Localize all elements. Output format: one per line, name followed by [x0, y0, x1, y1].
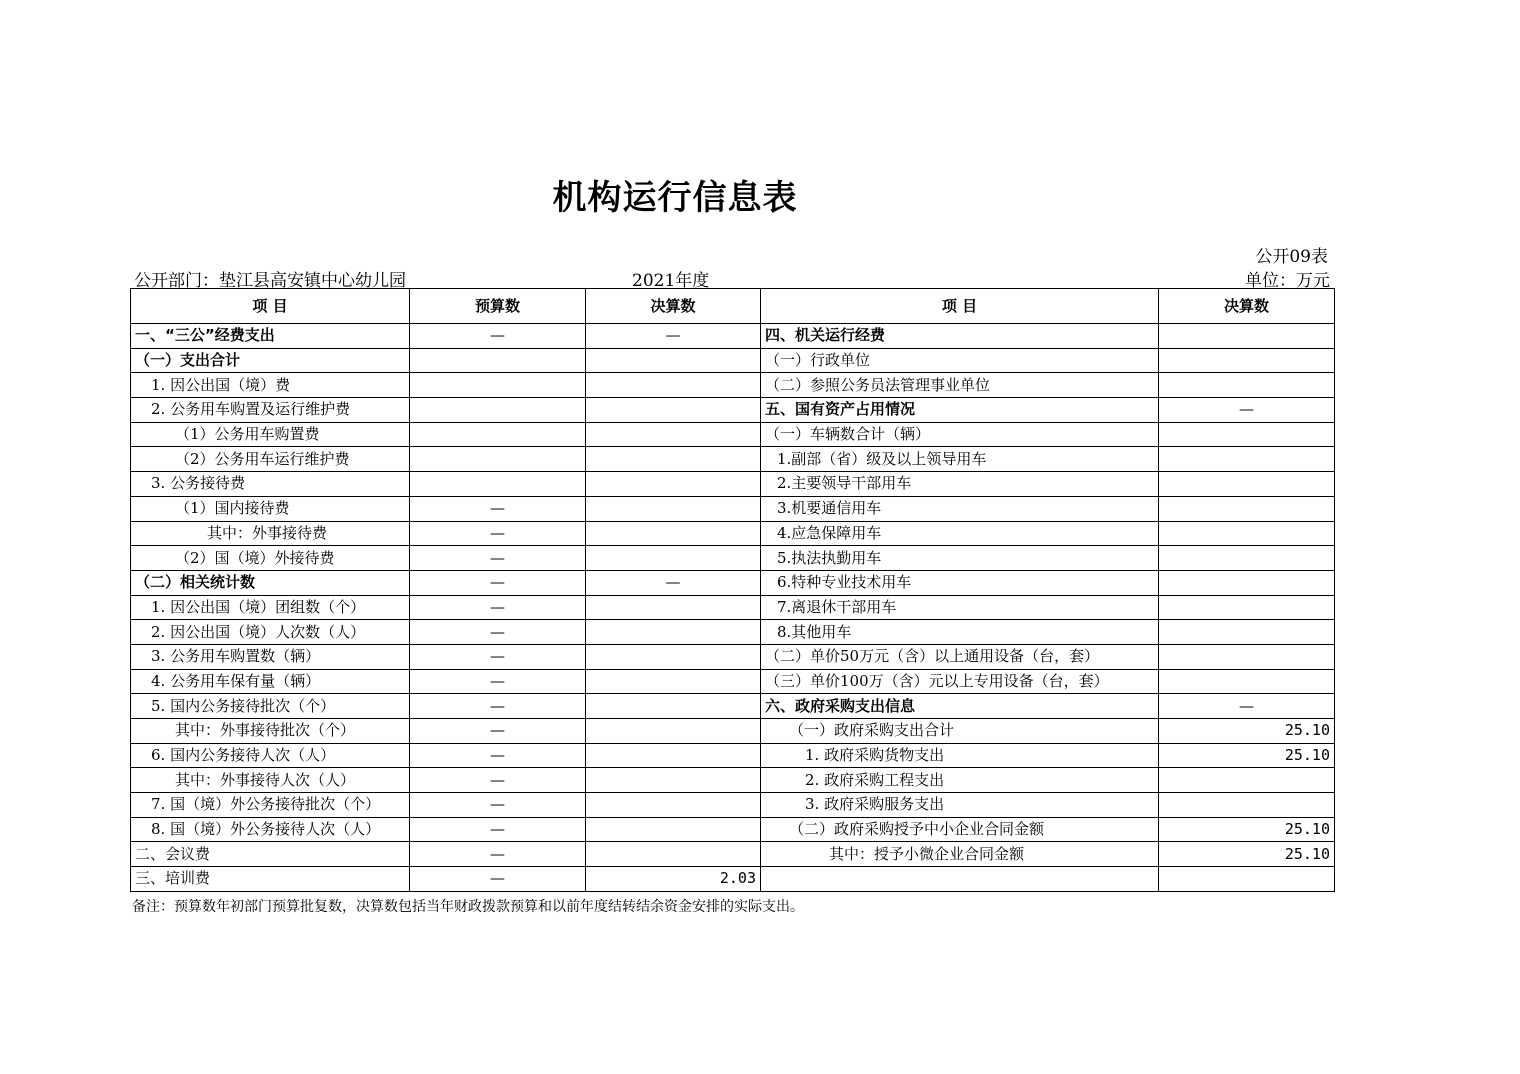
row-label: （1）国内接待费 [131, 496, 410, 521]
row-label: 其中：外事接待费 [131, 521, 410, 546]
row-final-right [1159, 768, 1335, 793]
row-label-right: 五、国有资产占用情况 [761, 398, 1159, 423]
table-row [131, 743, 1335, 768]
table-row [131, 644, 1335, 669]
unit-label: 单位：万元 [1245, 271, 1330, 291]
table-row [131, 595, 1335, 620]
row-final [586, 373, 761, 398]
row-label-right: 1.副部（省）级及以上领导用车 [761, 447, 1159, 472]
row-budget: — [410, 595, 586, 620]
row-final [586, 842, 761, 867]
table-row [131, 422, 1335, 447]
row-final-right [1159, 324, 1335, 349]
row-label-right: （二）单价50万元（含）以上通用设备（台，套） [761, 644, 1159, 669]
row-final-right: 25.10 [1159, 817, 1335, 842]
row-final [586, 669, 761, 694]
row-budget [410, 472, 586, 497]
row-label-right: （一）政府采购支出合计 [761, 719, 1159, 744]
row-budget [410, 348, 586, 373]
row-budget: — [410, 496, 586, 521]
row-final-right: 25.10 [1159, 719, 1335, 744]
row-label-right: 其中：授予小微企业合同金额 [761, 842, 1159, 867]
row-label-right: （一）车辆数合计（辆） [761, 422, 1159, 447]
row-label-right: 3.机要通信用车 [761, 496, 1159, 521]
row-budget: — [410, 768, 586, 793]
row-final [586, 472, 761, 497]
row-label: 3. 公务用车购置数（辆） [131, 644, 410, 669]
row-final [586, 620, 761, 645]
table-row [131, 570, 1335, 595]
row-label-right: 5.执法执勤用车 [761, 546, 1159, 571]
row-final [586, 447, 761, 472]
form-code: 公开09表 [1255, 247, 1328, 267]
row-budget: — [410, 644, 586, 669]
row-final-right: 25.10 [1159, 743, 1335, 768]
row-final-right [1159, 793, 1335, 818]
row-final-right [1159, 620, 1335, 645]
row-label: 1. 因公出国（境）费 [131, 373, 410, 398]
row-final [586, 398, 761, 423]
table-row [131, 546, 1335, 571]
row-final-right [1159, 521, 1335, 546]
row-final [586, 817, 761, 842]
page-title: 机构运行信息表 [552, 178, 798, 218]
row-final [586, 422, 761, 447]
row-budget [410, 447, 586, 472]
row-budget: — [410, 546, 586, 571]
header-item: 项 目 [131, 289, 410, 324]
row-label-right: 8.其他用车 [761, 620, 1159, 645]
row-budget: — [410, 521, 586, 546]
row-label-right: 4.应急保障用车 [761, 521, 1159, 546]
table-row [131, 521, 1335, 546]
row-final: — [586, 324, 761, 349]
row-label-right: 六、政府采购支出信息 [761, 694, 1159, 719]
row-label: （2）公务用车运行维护费 [131, 447, 410, 472]
row-label: 6. 国内公务接待人次（人） [131, 743, 410, 768]
row-budget: — [410, 324, 586, 349]
row-label: （1）公务用车购置费 [131, 422, 410, 447]
row-label-right: 6.特种专业技术用车 [761, 570, 1159, 595]
row-final-right: 25.10 [1159, 842, 1335, 867]
table-row [131, 842, 1335, 867]
table-row [131, 620, 1335, 645]
info-table [130, 288, 1335, 892]
row-label: 4. 公务用车保有量（辆） [131, 669, 410, 694]
row-label: （二）相关统计数 [131, 570, 410, 595]
row-final-right [1159, 595, 1335, 620]
row-label-right: （三）单价100万（含）元以上专用设备（台，套） [761, 669, 1159, 694]
row-budget [410, 422, 586, 447]
header-item-right: 项 目 [761, 289, 1159, 324]
table-row [131, 472, 1335, 497]
header-budget: 预算数 [410, 289, 586, 324]
row-final: 2.03 [586, 867, 761, 892]
row-label: 5. 国内公务接待批次（个） [131, 694, 410, 719]
table-row [131, 793, 1335, 818]
row-budget: — [410, 793, 586, 818]
row-final-right [1159, 867, 1335, 892]
row-final [586, 546, 761, 571]
row-label-right [761, 867, 1159, 892]
row-final [586, 496, 761, 521]
table-header-row [131, 289, 1335, 324]
row-label-right: （一）行政单位 [761, 348, 1159, 373]
row-budget: — [410, 620, 586, 645]
row-label-right: 7.离退休干部用车 [761, 595, 1159, 620]
table-row [131, 694, 1335, 719]
footnote: 备注：预算数年初部门预算批复数，决算数包括当年财政拨款预算和以前年度结转结余资金安排的实际支出。 [132, 899, 804, 915]
row-budget: — [410, 669, 586, 694]
header-final: 决算数 [586, 289, 761, 324]
row-label: 二、会议费 [131, 842, 410, 867]
table-row [131, 867, 1335, 892]
table-row [131, 719, 1335, 744]
row-label: 其中：外事接待人次（人） [131, 768, 410, 793]
table-row [131, 669, 1335, 694]
row-final-right [1159, 496, 1335, 521]
row-final [586, 768, 761, 793]
row-label: 其中：外事接待批次（个） [131, 719, 410, 744]
row-budget: — [410, 743, 586, 768]
row-final [586, 694, 761, 719]
row-final-right: — [1159, 694, 1335, 719]
row-final [586, 348, 761, 373]
row-final [586, 521, 761, 546]
table-row [131, 447, 1335, 472]
row-label: 1. 因公出国（境）团组数（个） [131, 595, 410, 620]
row-label-right: 2. 政府采购工程支出 [761, 768, 1159, 793]
row-label: 三、培训费 [131, 867, 410, 892]
row-label-right: （二）参照公务员法管理事业单位 [761, 373, 1159, 398]
table-row [131, 496, 1335, 521]
row-budget: — [410, 570, 586, 595]
row-budget: — [410, 719, 586, 744]
row-final-right [1159, 373, 1335, 398]
row-label-right: 2.主要领导干部用车 [761, 472, 1159, 497]
table-row [131, 398, 1335, 423]
row-budget [410, 373, 586, 398]
row-final-right [1159, 447, 1335, 472]
row-final [586, 743, 761, 768]
row-final-right [1159, 570, 1335, 595]
row-budget: — [410, 694, 586, 719]
row-budget: — [410, 867, 586, 892]
row-budget [410, 398, 586, 423]
row-label: 8. 国（境）外公务接待人次（人） [131, 817, 410, 842]
row-final-right [1159, 644, 1335, 669]
row-label: 7. 国（境）外公务接待批次（个） [131, 793, 410, 818]
row-label: 一、“三公”经费支出 [131, 324, 410, 349]
row-final-right [1159, 546, 1335, 571]
row-budget: — [410, 817, 586, 842]
row-final: — [586, 570, 761, 595]
row-final [586, 793, 761, 818]
row-label: （一）支出合计 [131, 348, 410, 373]
row-final-right [1159, 422, 1335, 447]
row-final [586, 644, 761, 669]
row-final [586, 719, 761, 744]
department: 公开部门：垫江县高安镇中心幼儿园 [134, 271, 406, 291]
header-final-right: 决算数 [1159, 289, 1335, 324]
row-label-right: 1. 政府采购货物支出 [761, 743, 1159, 768]
table-row [131, 348, 1335, 373]
row-budget: — [410, 842, 586, 867]
row-label: 3. 公务接待费 [131, 472, 410, 497]
row-label: 2. 公务用车购置及运行维护费 [131, 398, 410, 423]
row-label: 2. 因公出国（境）人次数（人） [131, 620, 410, 645]
row-final-right [1159, 472, 1335, 497]
table-row [131, 373, 1335, 398]
row-label: （2）国（境）外接待费 [131, 546, 410, 571]
row-label-right: 四、机关运行经费 [761, 324, 1159, 349]
table-row [131, 817, 1335, 842]
row-final-right [1159, 348, 1335, 373]
row-final-right [1159, 669, 1335, 694]
table-row [131, 768, 1335, 793]
fiscal-year: 2021年度 [632, 271, 710, 291]
table-row [131, 324, 1335, 349]
row-final-right: — [1159, 398, 1335, 423]
row-label-right: 3. 政府采购服务支出 [761, 793, 1159, 818]
row-label-right: （二）政府采购授予中小企业合同金额 [761, 817, 1159, 842]
row-final [586, 595, 761, 620]
